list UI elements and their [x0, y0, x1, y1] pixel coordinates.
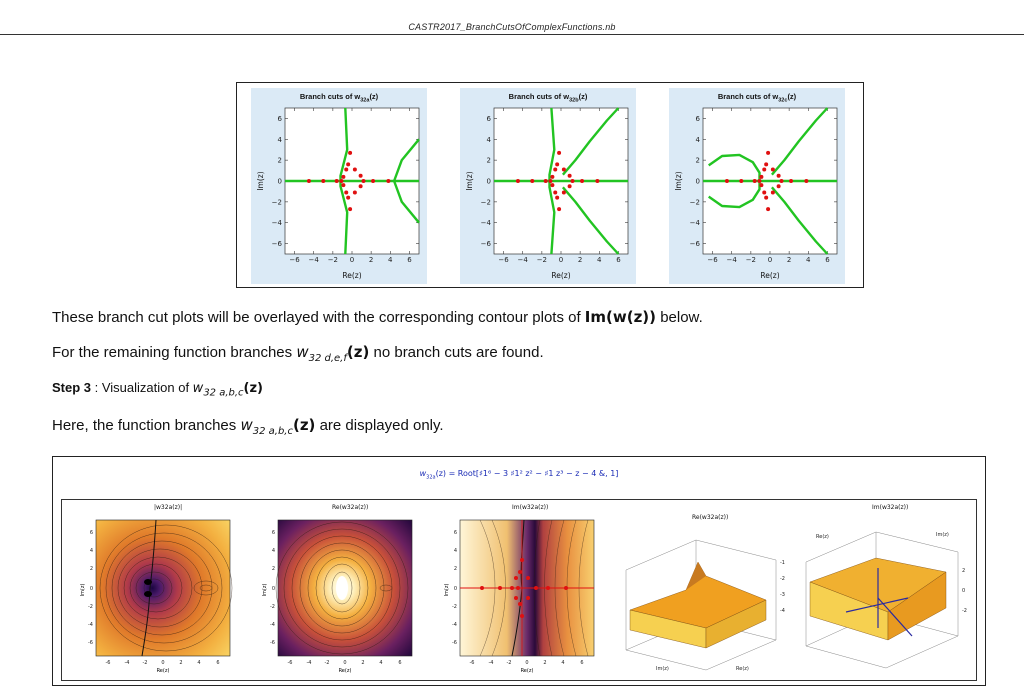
branch-point	[568, 184, 572, 188]
branch-point	[753, 179, 757, 183]
y-tick-label: −4	[480, 219, 491, 228]
branch-cut-title-b: Branch cuts of $w_{32b}(z)$	[508, 92, 588, 104]
svg-text:Re(z): Re(z)	[520, 668, 534, 674]
svg-text:-4: -4	[452, 622, 457, 628]
branch-point	[757, 179, 761, 183]
y-axis-label: Im(z)	[465, 171, 474, 191]
branch-point	[371, 179, 375, 183]
svg-text:0: 0	[525, 660, 529, 666]
branch-point	[530, 179, 534, 183]
paragraph-overlay-note: These branch cut plots will be overlayed with the corresponding contour plots of Im(w(z)) below.	[52, 308, 703, 326]
svg-text:Im(z): Im(z)	[444, 583, 450, 597]
surface-plot-im	[796, 512, 968, 678]
branch-point	[766, 151, 770, 155]
branch-cut-title-a: Branch cuts of $w_{32a}(z)$	[299, 92, 379, 104]
branch-point	[335, 179, 339, 183]
function-definition: $w_{32a}(z)$ = Root[♯1⁶ − 3 ♯1² z² − ♯1 z³ − z − 4 &, 1]	[419, 469, 619, 481]
svg-text:0: 0	[89, 586, 93, 592]
branch-point	[580, 179, 584, 183]
y-tick-label: −2	[689, 198, 700, 207]
branch-point	[553, 190, 557, 194]
x-tick-label: −2	[327, 256, 339, 264]
branch-point	[779, 179, 783, 183]
x-tick-label: 0	[349, 256, 355, 264]
branch-point	[777, 174, 781, 178]
branch-point	[341, 183, 345, 187]
svg-text:-2: -2	[506, 660, 512, 666]
y-tick-label: −2	[271, 198, 282, 207]
branch-cut-chart-b	[460, 88, 636, 284]
svg-text:2: 2	[361, 660, 365, 666]
svg-text:-6: -6	[105, 660, 111, 666]
svg-text:4: 4	[89, 548, 93, 554]
svg-text:Im(z): Im(z)	[80, 583, 86, 597]
branch-point	[544, 179, 548, 183]
svg-text:Re(z): Re(z)	[156, 668, 170, 674]
branch-point	[516, 179, 520, 183]
x-tick-label: 2	[577, 256, 583, 264]
svg-text:-2: -2	[962, 608, 967, 614]
svg-text:-6: -6	[88, 640, 93, 646]
branch-cut-chart-a	[251, 88, 427, 284]
step-3-heading: Step 3 : Visualization of $w_{32 a,b,c}(z)$	[52, 380, 263, 399]
svg-text:-2: -2	[270, 604, 275, 610]
x-tick-label: 4	[388, 256, 393, 264]
svg-text:2: 2	[179, 660, 183, 666]
branch-cut-title-c: Branch cuts of $w_{32c}(z)$	[717, 92, 797, 104]
svg-text:-4: -4	[488, 660, 494, 666]
x-tick-label: −6	[498, 256, 509, 264]
branch-point	[557, 151, 561, 155]
svg-text:-6: -6	[452, 640, 457, 646]
branch-point	[348, 151, 352, 155]
x-tick-label: 6	[616, 256, 621, 264]
branch-point	[361, 179, 365, 183]
branch-point	[762, 190, 766, 194]
surface-plot-re	[616, 520, 786, 678]
paragraph-displayed-only: Here, the function branches $w_{32 a,b,c}(z)$ are displayed only.	[52, 416, 444, 437]
x-tick-label: −6	[707, 256, 718, 264]
svg-text:0: 0	[962, 588, 966, 594]
document-title: CASTR2017_BranchCutsOfComplexFunctions.nb	[408, 22, 616, 32]
branch-point	[307, 179, 311, 183]
branch-point	[764, 196, 768, 200]
branch-point	[359, 184, 363, 188]
x-tick-label: 6	[825, 256, 830, 264]
svg-text:-4: -4	[88, 622, 93, 628]
branch-point	[550, 183, 554, 187]
branch-point	[557, 207, 561, 211]
branch-point	[568, 174, 572, 178]
y-tick-label: 6	[695, 114, 700, 123]
branch-point	[789, 179, 793, 183]
branch-cut-panel-b	[460, 88, 636, 284]
branch-point	[346, 162, 350, 166]
branch-cut-chart-c	[669, 88, 845, 284]
svg-text:-1: -1	[780, 560, 785, 566]
branch-point	[339, 179, 343, 183]
svg-text:-4: -4	[270, 622, 275, 628]
y-tick-label: 2	[486, 156, 491, 165]
x-tick-label: 4	[806, 256, 811, 264]
contour-plot-re	[258, 512, 418, 678]
branch-point	[595, 179, 599, 183]
branch-point	[759, 183, 763, 187]
y-tick-label: −6	[271, 240, 282, 249]
svg-text:6: 6	[398, 660, 402, 666]
y-tick-label: 0	[277, 177, 282, 186]
x-tick-label: −4	[726, 256, 737, 264]
x-axis-label: Re(z)	[551, 271, 571, 280]
svg-text:4: 4	[271, 548, 275, 554]
plot-title-abs: |w32a(z)|	[154, 504, 183, 511]
y-tick-label: 6	[486, 114, 491, 123]
svg-text:2: 2	[271, 566, 275, 572]
branch-cut-figure	[236, 82, 864, 288]
svg-text:Re(z): Re(z)	[816, 534, 829, 540]
svg-text:-3: -3	[780, 592, 785, 598]
branch-point	[766, 207, 770, 211]
svg-text:-2: -2	[142, 660, 148, 666]
svg-text:Im(z): Im(z)	[936, 532, 949, 538]
plot-title-re: Re(w32a(z))	[332, 504, 369, 511]
y-tick-label: 0	[695, 177, 700, 186]
y-axis-label: Im(z)	[674, 171, 683, 191]
x-tick-label: −4	[308, 256, 319, 264]
svg-text:-2: -2	[88, 604, 93, 610]
y-axis-label: Im(z)	[256, 171, 265, 191]
svg-text:Im(z): Im(z)	[656, 666, 669, 672]
branch-point	[555, 196, 559, 200]
branch-point	[550, 175, 554, 179]
svg-text:-4: -4	[124, 660, 130, 666]
x-axis-label: Re(z)	[760, 271, 780, 280]
x-axis-label: Re(z)	[342, 271, 362, 280]
branch-point	[771, 190, 775, 194]
branch-point	[321, 179, 325, 183]
branch-point	[344, 168, 348, 172]
svg-text:Im(z): Im(z)	[262, 583, 268, 597]
branch-point	[346, 196, 350, 200]
svg-text:-6: -6	[287, 660, 293, 666]
branch-point	[386, 179, 390, 183]
svg-text:0: 0	[343, 660, 347, 666]
branch-point	[759, 175, 763, 179]
y-tick-label: 4	[486, 135, 491, 144]
svg-text:-2: -2	[780, 576, 785, 582]
svg-text:6: 6	[580, 660, 584, 666]
x-tick-label: −2	[745, 256, 757, 264]
x-tick-label: −6	[289, 256, 300, 264]
branch-point	[548, 179, 552, 183]
branch-point	[804, 179, 808, 183]
svg-text:2: 2	[453, 566, 457, 572]
svg-text:-4: -4	[780, 608, 785, 614]
svg-text:6: 6	[89, 530, 93, 536]
y-tick-label: −4	[689, 219, 700, 228]
branch-point	[555, 162, 559, 166]
y-tick-label: −4	[271, 219, 282, 228]
y-tick-label: 0	[486, 177, 491, 186]
svg-text:-2: -2	[452, 604, 457, 610]
svg-text:-4: -4	[306, 660, 312, 666]
branch-point	[348, 207, 352, 211]
svg-text:2: 2	[962, 568, 966, 574]
x-tick-label: 0	[558, 256, 564, 264]
svg-text:6: 6	[453, 530, 457, 536]
svg-text:0: 0	[271, 586, 275, 592]
x-tick-label: −4	[517, 256, 528, 264]
svg-text:-2: -2	[324, 660, 330, 666]
branch-cut-panel-c	[669, 88, 845, 284]
x-tick-label: −2	[536, 256, 548, 264]
branch-point	[739, 179, 743, 183]
y-tick-label: 4	[695, 135, 700, 144]
branch-point	[562, 190, 566, 194]
document-header	[0, 0, 1024, 35]
svg-text:4: 4	[453, 548, 457, 554]
svg-text:0: 0	[161, 660, 165, 666]
contour-plot-abs	[76, 512, 236, 678]
y-tick-label: −6	[689, 240, 700, 249]
svg-text:4: 4	[379, 660, 383, 666]
y-tick-label: −6	[480, 240, 491, 249]
svg-text:2: 2	[89, 566, 93, 572]
x-tick-label: 6	[407, 256, 412, 264]
svg-text:4: 4	[561, 660, 565, 666]
branch-point	[353, 190, 357, 194]
svg-text:4: 4	[197, 660, 201, 666]
branch-point	[341, 175, 345, 179]
svg-text:-6: -6	[469, 660, 475, 666]
svg-text:6: 6	[271, 530, 275, 536]
y-tick-label: 4	[277, 135, 282, 144]
x-tick-label: 2	[368, 256, 374, 264]
svg-text:0: 0	[453, 586, 457, 592]
branch-point	[777, 184, 781, 188]
y-tick-label: 2	[277, 156, 282, 165]
plot-title-im: Im(w32a(z))	[512, 504, 549, 511]
y-tick-label: 6	[277, 114, 282, 123]
branch-cut-panel-a	[251, 88, 427, 284]
branch-point	[359, 174, 363, 178]
branch-point	[725, 179, 729, 183]
plot-title-re-3d: Re(w32a(z))	[692, 514, 729, 521]
svg-text:Re(z): Re(z)	[338, 668, 352, 674]
plots-grid	[61, 499, 977, 681]
branch-point	[562, 168, 566, 172]
plot-title-im-3d: Im(w32a(z))	[872, 504, 909, 511]
branch-point	[570, 179, 574, 183]
x-tick-label: 0	[767, 256, 773, 264]
y-tick-label: 2	[695, 156, 700, 165]
contour-plot-im	[440, 512, 600, 678]
visualization-figure	[52, 456, 986, 686]
branch-point	[553, 168, 557, 172]
svg-text:2: 2	[543, 660, 547, 666]
svg-text:-6: -6	[270, 640, 275, 646]
x-tick-label: 4	[597, 256, 602, 264]
branch-point	[762, 168, 766, 172]
y-tick-label: −2	[480, 198, 491, 207]
paragraph-remaining-branches: For the remaining function branches $w_{32 d,e,f}(z)$ no branch cuts are found.	[52, 343, 544, 364]
svg-text:Re(z): Re(z)	[736, 666, 749, 672]
svg-text:6: 6	[216, 660, 220, 666]
branch-point	[764, 162, 768, 166]
x-tick-label: 2	[786, 256, 792, 264]
branch-point	[353, 168, 357, 172]
branch-point	[344, 190, 348, 194]
branch-point	[771, 168, 775, 172]
